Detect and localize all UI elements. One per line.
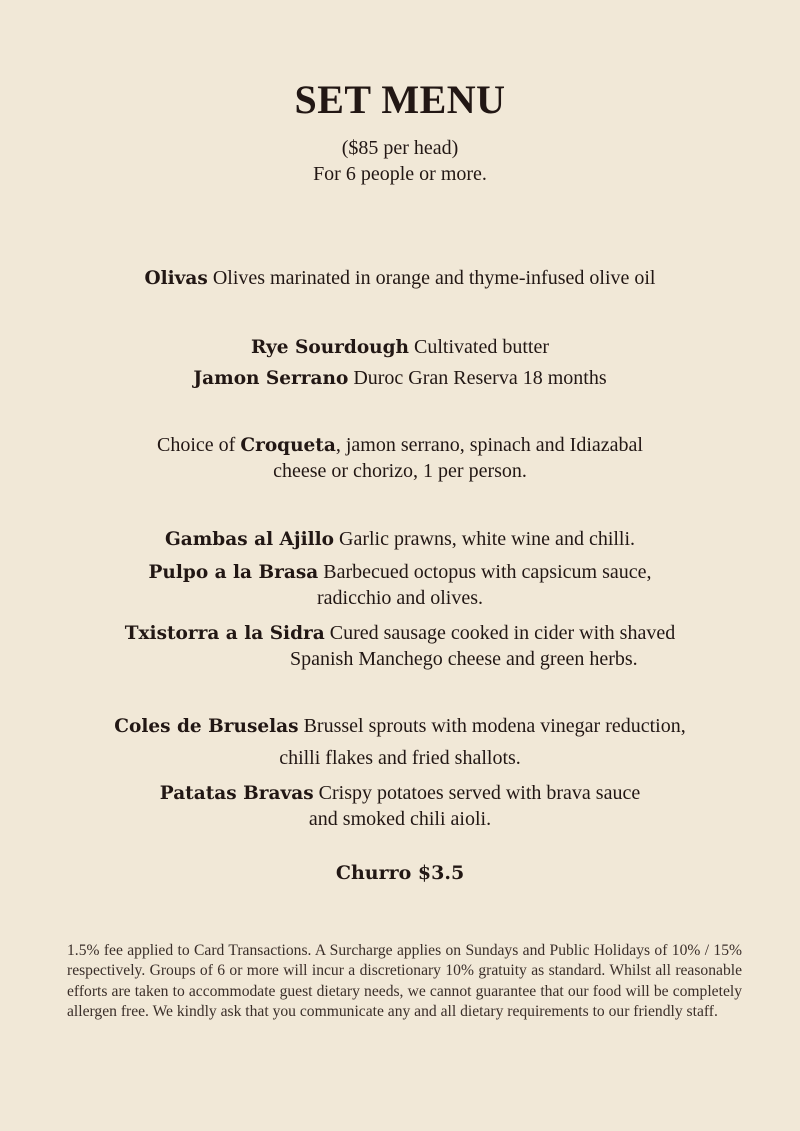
dish-name: Patatas Bravas [159, 783, 314, 804]
menu-item-pulpo [0, 559, 800, 586]
dish-name: Coles de Bruselas [114, 716, 299, 737]
menu-item-coles-cont: chilli flakes and fried shallots. [279, 747, 521, 769]
dish-description: Barbecued octopus with capsicum sauce, [323, 561, 652, 583]
menu-item-txistorra-cont: Spanish Manchego cheese and green herbs. [290, 648, 638, 670]
menu-item-coles [0, 713, 800, 740]
menu-item-gambas [0, 526, 800, 553]
dish-name: Pulpo a la Brasa [148, 562, 319, 583]
menu-item-rye-sourdough [0, 334, 800, 361]
group-size-note: For 6 people or more. [313, 163, 487, 185]
menu-item-churro [0, 860, 800, 886]
dish-name: Olivas [144, 268, 208, 289]
footer-notice: 1.5% fee applied to Card Transactions. A Surcharge applies on Sundays and Public Holidays of 10% / 15% respectively. Groups of 6 or more will incur a discretionary 10% gratuity as standard. Whilst all reasonable efforts are taken to accommodate guest dietary needs, we cannot guarantee that our food will be completely allergen free. We kindly ask that you communicate any and all dietary requirements to our friendly staff. [67, 942, 742, 1020]
menu-item-croqueta [0, 432, 800, 459]
menu-item-olivas [0, 265, 800, 292]
menu-item-txistorra [0, 620, 800, 647]
dish-description: Olives marinated in orange and thyme-infused olive oil [212, 267, 656, 289]
dish-name: Rye Sourdough [250, 337, 410, 358]
dish-description: Cured sausage cooked in cider with shaved [329, 622, 676, 644]
churro-label: Churro $3.5 [335, 862, 465, 884]
menu-item-croqueta-cont: cheese or chorizo, 1 per person. [273, 460, 527, 482]
menu-item-pulpo-cont: radicchio and olives. [316, 587, 484, 609]
dish-name: Croqueta [240, 435, 336, 456]
dish-name: Txistorra a la Sidra [124, 623, 325, 644]
choice-prefix: Choice of [157, 434, 236, 456]
dish-description: Brussel sprouts with modena vinegar reduction, [303, 715, 686, 737]
dish-name: Jamon Serrano [193, 368, 349, 389]
menu-item-jamon-serrano [0, 365, 800, 392]
price-per-head: ($85 per head) [341, 137, 459, 159]
dish-description: Duroc Gran Reserva 18 months [353, 367, 607, 389]
dish-description: Crispy potatoes served with brava sauce [318, 782, 641, 804]
dish-description: Garlic prawns, white wine and chilli. [339, 528, 636, 550]
dish-description: Cultivated butter [414, 336, 549, 358]
dish-name: Gambas al Ajillo [164, 529, 335, 550]
menu-item-patatas [0, 780, 800, 807]
menu-item-patatas-cont: and smoked chili aioli. [308, 808, 492, 830]
page-title: SET MENU [294, 77, 506, 122]
dish-description: , jamon serrano, spinach and Idiazabal [335, 434, 643, 456]
